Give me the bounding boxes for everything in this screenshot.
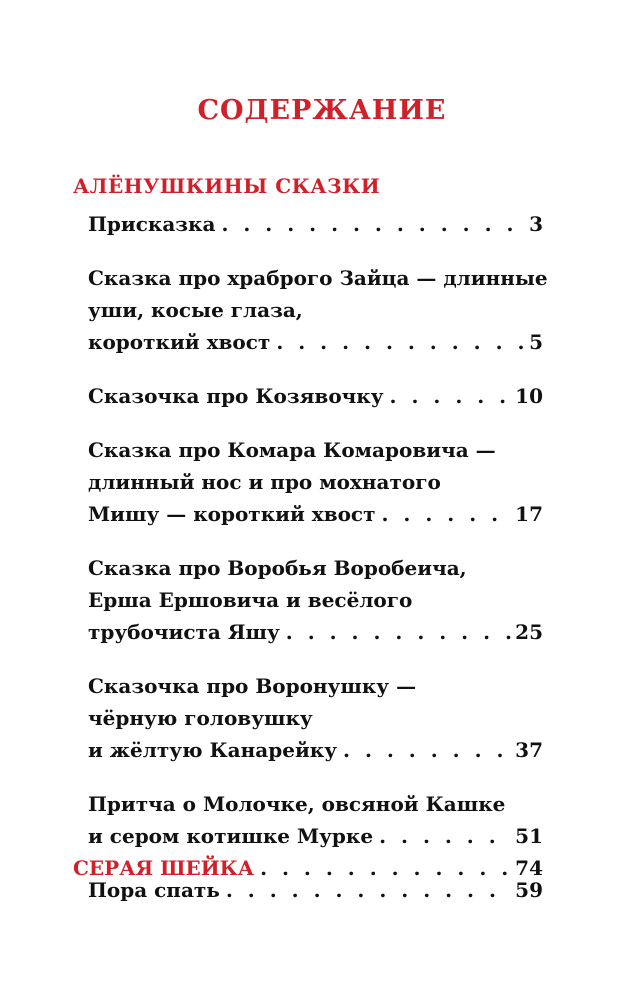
dot-leader (276, 326, 525, 358)
toc-entry-title-line: Сказка про Воробья Воробеича, (88, 556, 467, 580)
toc-entry-title: Присказка (88, 212, 216, 236)
toc-entry-title: Пора спать (88, 878, 220, 902)
toc-entry-title-line: и жёлтую Канарейку (88, 738, 338, 762)
toc-entry-seraya-sheyka[interactable] (73, 852, 543, 884)
toc-entry-title-line: чёрную головушку (88, 706, 313, 730)
toc-entry[interactable] (88, 262, 548, 358)
toc-entry-title: Сказочка про Козявочку (88, 384, 384, 408)
section-heading-alenushkiny-skazki: АЛЁНУШКИНЫ СКАЗКИ (73, 174, 381, 198)
toc-page-number: 5 (529, 330, 543, 354)
toc-entry-title-line: Сказка про храброго Зайца — длинные (88, 266, 548, 290)
toc-entry-title-line: Сказка про Комара Комаровича — (88, 438, 496, 462)
dot-leader (221, 208, 525, 240)
dot-leader (379, 820, 511, 852)
toc-entry-title-line: уши, косые глаза, (88, 298, 303, 322)
toc-entry-title-line: короткий хвост (88, 330, 271, 354)
toc-page-number: 37 (515, 738, 543, 762)
toc-entry-title-line: и сером котишке Мурке (88, 824, 374, 848)
toc-list (88, 208, 548, 928)
toc-entry-title-line: трубочиста Яшу (88, 620, 280, 644)
dot-leader (382, 498, 512, 530)
toc-entry-title-line: Мишу — короткий хвост (88, 502, 376, 526)
toc-entry[interactable] (88, 434, 543, 530)
toc-page-number: 17 (515, 502, 543, 526)
toc-entry[interactable] (88, 670, 543, 766)
section-heading-seraya-sheyka: СЕРАЯ ШЕЙКА (73, 856, 255, 880)
toc-page-number: 10 (515, 384, 543, 408)
toc-entry[interactable] (88, 552, 543, 648)
toc-entry-title-line: Притча о Молочке, овсяной Кашке (88, 792, 506, 816)
toc-entry-title-line: Сказочка про Воронушку — (88, 674, 417, 698)
toc-page-number: 3 (529, 212, 543, 236)
dot-leader (390, 380, 512, 412)
dot-leader (260, 852, 511, 884)
toc-entry[interactable] (88, 788, 543, 852)
toc-entry-title-line: длинный нос и про мохнатого (88, 470, 441, 494)
toc-page-number: 25 (515, 620, 543, 644)
toc-entry[interactable] (88, 208, 543, 240)
toc-entry-title-line: Ерша Ершовича и весёлого (88, 588, 413, 612)
toc-page-number: 59 (515, 878, 543, 902)
dot-leader (286, 616, 511, 648)
toc-page-number: 74 (515, 856, 543, 880)
toc-page-number: 51 (515, 824, 543, 848)
toc-entry[interactable] (88, 380, 543, 412)
page-title: СОДЕРЖАНИЕ (197, 95, 447, 126)
dot-leader (343, 734, 511, 766)
